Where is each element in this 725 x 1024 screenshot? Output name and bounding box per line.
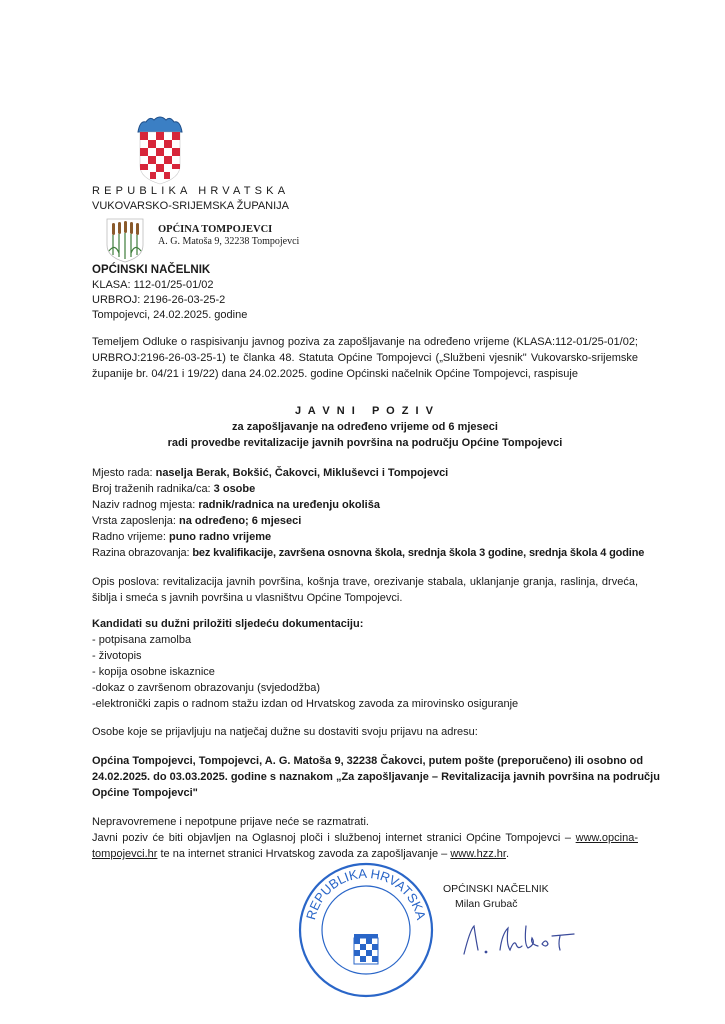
municipality-address: A. G. Matoša 9, 32238 Tompojevci <box>158 236 300 247</box>
detail-label: Naziv radnog mjesta: <box>92 499 199 511</box>
intro-line: županije br. 04/21 i 19/22) dana 24.02.2025. godine Općinski načelnik Općine Tompojevci, raspisuje <box>92 368 578 380</box>
detail-value: naselja Berak, Bokšić, Čakovci, Mikluševci i Tompojevci <box>155 467 449 479</box>
detail-value: bez kvalifikacije, završena osnovna škola, srednja škola 3 godine, srednja škola 4 godine <box>192 547 645 559</box>
title-sub-1: za zapošljavanje na određeno vrijeme od 6 mjeseci <box>232 421 498 433</box>
detail-label: Radno vrijeme: <box>92 531 170 543</box>
detail-value: puno radno vrijeme <box>169 531 272 543</box>
detail-hours <box>92 529 644 545</box>
detail-position <box>92 497 644 513</box>
detail-label: Vrsta zaposlenja: <box>92 515 180 527</box>
document-item: - kopija osobne iskaznice <box>92 666 215 678</box>
closing-text: te na internet stranici Hrvatskog zavoda za zapošljavanje – <box>157 848 451 860</box>
signature-name: Milan Grubač <box>455 898 518 910</box>
county-heading: VUKOVARSKO-SRIJEMSKA ŽUPANIJA <box>92 200 290 212</box>
municipality-name: OPĆINA TOMPOJEVCI <box>158 224 273 235</box>
submission-intro: Osobe koje se prijavljuju na natječaj dužne su dostaviti svoju prijavu na adresu: <box>92 726 478 738</box>
address-line: Općine Tompojevci" <box>92 787 198 799</box>
svg-text:REPUBLIKA HRVATSKA: REPUBLIKA HRVATSKA <box>303 865 429 922</box>
document-item: -elektronički zapis o radnom stažu izdan od Hrvatskog zavoda za mirovinsko osiguranje <box>92 698 519 710</box>
detail-label: Broj traženih radnika/ca: <box>92 483 214 495</box>
detail-label: Mjesto rada: <box>92 467 156 479</box>
website-link-opcina[interactable]: www.opcina- <box>575 832 638 844</box>
handwritten-signature-icon <box>460 920 580 960</box>
republic-heading: REPUBLIKA HRVATSKA <box>92 185 290 197</box>
website-link-opcina-cont[interactable]: tompojevci.hr <box>92 848 158 860</box>
urbroj: URBROJ: 2196-26-03-25-2 <box>92 294 226 306</box>
intro-paragraph <box>92 334 638 382</box>
description-line: šiblja i smeća s javnih površina u vlasništvu Općine Tompojevci. <box>92 592 403 604</box>
document-item: -dokaz o završenom obrazovanju (svjedodžba) <box>92 682 321 694</box>
submission-address <box>92 753 660 801</box>
call-title <box>92 403 638 451</box>
intro-line: Temeljem Odluke o raspisivanju javnog poziva za zapošljavanje na određeno vrijeme (KLASA:112-01/25-01/02; <box>92 336 638 348</box>
detail-education <box>92 545 644 561</box>
detail-label: Razina obrazovanja: <box>92 547 193 559</box>
place-date: Tompojevci, 24.02.2025. godine <box>92 309 248 321</box>
closing-line: Nepravovremene i nepotpune prijave neće se razmatrati. <box>92 816 369 828</box>
document-item: - životopis <box>92 650 142 662</box>
description-line: Opis poslova: revitalizacija javnih površina, košnja trave, orezivanje stabala, uklanjanje granja, raslinja, drveća, <box>92 576 638 588</box>
croatia-coat-of-arms-icon <box>136 114 184 186</box>
official-stamp-icon <box>296 860 436 1000</box>
detail-workplace <box>92 465 644 481</box>
detail-value: 3 osobe <box>213 483 256 495</box>
detail-value: na određeno; 6 mjeseci <box>179 515 302 527</box>
office-heading: OPĆINSKI NAČELNIK <box>92 264 211 276</box>
detail-employment-type <box>92 513 644 529</box>
closing-text: . <box>505 848 510 860</box>
documents-heading: Kandidati su dužni priložiti sljedeću dokumentaciju: <box>92 618 364 630</box>
job-details <box>92 465 644 561</box>
signature-title: OPĆINSKI NAČELNIK <box>443 883 549 895</box>
klasa: KLASA: 112-01/25-01/02 <box>92 279 214 291</box>
closing-notes <box>92 814 638 862</box>
document-item: - potpisana zamolba <box>92 634 192 646</box>
required-documents <box>92 616 518 712</box>
address-line: 24.02.2025. do 03.03.2025. godine s naznakom „Za zapošljavanje – Revitalizacija javnih površina na području <box>92 771 660 783</box>
title-main: J A V N I P O Z I V <box>294 405 435 417</box>
title-sub-2: radi provedbe revitalizacije javnih površina na području Općine Tompojevci <box>167 437 563 449</box>
closing-line <box>92 830 638 846</box>
job-description <box>92 574 638 606</box>
closing-text: Javni poziv će biti objavljen na Oglasnoj ploči i službenoj internet stranici Općine Tompojevci – <box>92 832 576 844</box>
tompojevci-crest-icon <box>105 217 145 263</box>
website-link-hzz[interactable]: www.hzz.hr <box>450 848 506 860</box>
address-line: Općina Tompojevci, Tompojevci, A. G. Matoša 9, 32238 Čakovci, putem pošte (preporučeno) ili osobno od <box>92 755 644 767</box>
detail-value: radnik/radnica na uređenju okoliša <box>198 499 380 511</box>
intro-line: URBROJ:2196-26-03-25-1) te članka 48. Statuta Općine Tompojevci („Službeni vjesnik" Vukovarsko-srijemske <box>92 352 638 364</box>
detail-workers <box>92 481 644 497</box>
